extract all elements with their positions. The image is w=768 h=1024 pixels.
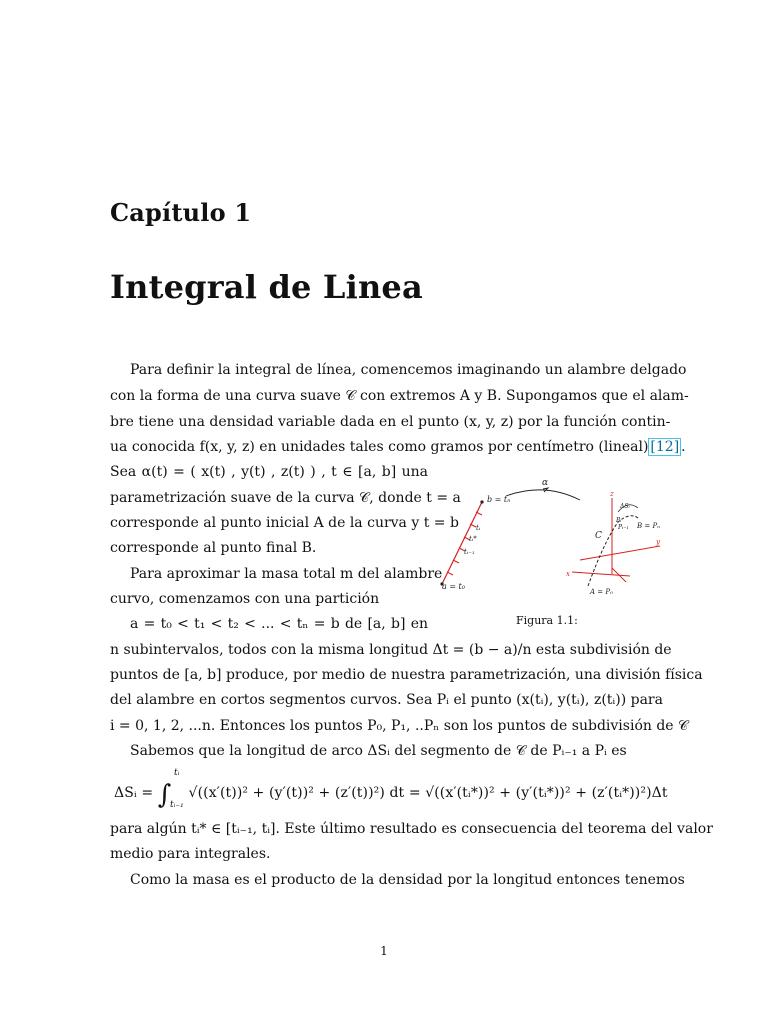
endpoint-b-dot [480, 500, 483, 503]
paragraph-line: Para definir la integral de línea, comencemos imaginando un alambre delgado [130, 362, 687, 378]
label-b-tn: b = tₙ [487, 495, 511, 504]
chapter-label: Capítulo 1 [110, 198, 252, 227]
page-number: 1 [380, 944, 388, 958]
citation-link[interactable]: [12] [650, 439, 680, 455]
integral-sign: ∫ [157, 780, 172, 810]
parameter-tick [447, 572, 453, 575]
formula-integrand: √((x′(t))² + (y′(t))² + (z′(t))²) dt = √((x′(tᵢ*))² + (y′(tᵢ*))² + (z′(tᵢ*))²)Δt [188, 785, 668, 801]
figure-caption: Figura 1.1: [516, 614, 578, 627]
x-axis [572, 572, 630, 576]
label-ti-star: tᵢ* [469, 535, 477, 543]
paragraph-text: ua conocida f(x, y, z) en unidades tales como gramos por centímetro (lineal) [110, 439, 649, 455]
mapping-arc [506, 490, 580, 500]
paragraph-line: Para aproximar la masa total m del alambre [130, 566, 443, 582]
paragraph-line: con la forma de una curva suave 𝒞 con extremos A y B. Supongamos que el alam- [110, 388, 689, 404]
paragraph-line: puntos de [a, b] produce, por medio de nuestra parametrización, una división física [110, 667, 703, 683]
label-z-axis: z [610, 490, 614, 498]
arc-length-formula [114, 768, 668, 812]
formula-lower-limit: tᵢ₋₁ [170, 800, 184, 810]
paragraph-line: curvo, comenzamos con una partición [110, 591, 380, 607]
label-ti-minus: tᵢ₋₁ [464, 548, 475, 556]
figure-1-1 [434, 472, 670, 606]
paragraph-line: parametrización suave de la curva 𝒞, donde t = a [110, 490, 461, 506]
label-alpha: α [542, 478, 549, 488]
label-a-p0: A = P₀ [590, 588, 613, 596]
paragraph-line: Sea α(t) = ( x(t) , y(t) , z(t) ) , t ∈ [a, b] una [110, 464, 428, 480]
parameter-interval-line [442, 502, 482, 584]
label-p-i-minus: Pᵢ₋₁ [618, 524, 629, 531]
paragraph-line: bre tiene una densidad variable dada en el punto (x, y, z) por la función contin- [110, 414, 671, 430]
label-c-curve: C [595, 531, 602, 541]
label-delta-si: ΔSᵢ [620, 503, 630, 510]
paragraph-line: para algún tᵢ* ∈ [tᵢ₋₁, tᵢ]. Este último resultado es consecuencia del teorema del valor [110, 821, 713, 837]
paragraph-line [110, 437, 686, 457]
label-ti: tᵢ [476, 524, 481, 532]
parameter-tick [453, 560, 459, 563]
paragraph-line: a = t₀ < t₁ < t₂ < ... < tₙ = b de [a, b] en [130, 616, 428, 632]
paragraph-line: Sabemos que la longitud de arco ΔSᵢ del segmento de 𝒞 de Pᵢ₋₁ a Pᵢ es [130, 743, 627, 759]
paragraph-text: . [681, 439, 686, 455]
label-x-axis: x [566, 570, 570, 578]
chapter-title: Integral de Linea [110, 268, 423, 306]
y-axis [580, 546, 660, 560]
paragraph-line: n subintervalos, todos con la misma longitud Δt = (b − a)/n esta subdivisión de [110, 642, 672, 658]
label-a-t0: a = t₀ [442, 582, 465, 591]
paragraph-line: i = 0, 1, 2, ...n. Entonces los puntos P₀, P₁, ..Pₙ son los puntos de subdivisión de 𝒞 [110, 718, 689, 734]
formula-upper-limit: tᵢ [174, 768, 180, 778]
label-p-i: Pᵢ [616, 517, 622, 524]
label-b-pn: B = Pₙ [637, 522, 661, 530]
paragraph-line: del alambre en cortos segmentos curvos. Sea Pᵢ el punto (x(tᵢ), y(tᵢ), z(tᵢ)) para [110, 692, 663, 708]
paragraph-line: corresponde al punto final B. [110, 540, 317, 556]
paragraph-line: medio para integrales. [110, 846, 271, 862]
paragraph-line: corresponde al punto inicial A de la curva y t = b [110, 515, 459, 531]
label-y-axis: y [656, 538, 660, 546]
formula-lhs: ΔSᵢ = [114, 785, 154, 801]
paragraph-line: Como la masa es el producto de la densidad por la longitud entonces tenemos [130, 872, 685, 888]
